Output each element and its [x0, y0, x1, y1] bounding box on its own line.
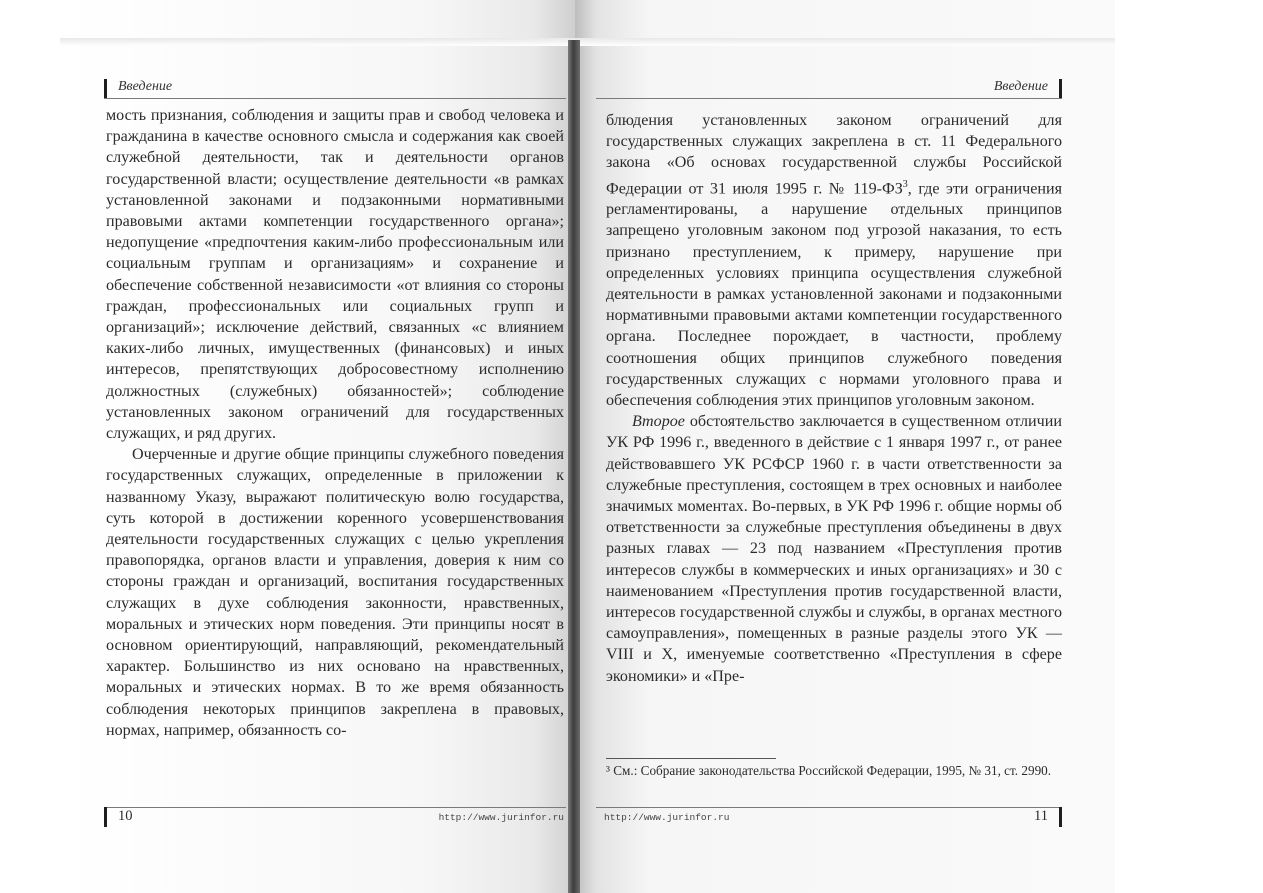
right-footer	[596, 807, 1062, 827]
right-page-number: 11	[1034, 808, 1048, 824]
right-paragraph-1	[606, 110, 1062, 411]
right-running-header	[596, 79, 1062, 99]
left-page-number: 10	[118, 808, 133, 824]
right-paragraph-1-start: блюдения установленных законом ограничений для государственных служащих закреплена в ст. 11 Федерального закона «Об основах государственной службы Российской Федерации от 31 июля 1995 г. № 119-ФЗ	[606, 112, 1062, 197]
left-body-text	[106, 105, 564, 741]
left-running-header	[104, 79, 566, 99]
right-paragraph-2	[606, 411, 1062, 687]
left-header-title: Введение	[118, 79, 173, 94]
left-footer	[104, 807, 566, 827]
right-paragraph-1-cont: , где эти ограничения регламентированы, а нарушение отдельных принципов запрещено уголовным законом под угрозой наказания, то есть признано преступлением, к примеру, нарушение при определенных условиях принципа осуществления служебной деятельности в рамках установленной законами и подзаконными нормативными правовыми актами компетенции государственного органа. Последнее порождает, в частности, проблему соотношения общих принципов служебного поведения государственных служащих с нормами уголовного права и обеспечения соблюдения этих принципов уголовным законом.	[606, 179, 1062, 409]
right-paragraph-2-lead: Второе	[632, 413, 685, 431]
right-footer-rule	[596, 807, 1062, 808]
right-header-bar	[1059, 79, 1062, 99]
left-header-rule	[104, 98, 566, 99]
right-paragraph-2-rest: обстоятельство заключается в существенном отличии УК РФ 1996 г., введенного в действие с 1 января 1997 г., от ранее действовавшего УК РСФСР 1960 г. в части ответственности за служебные преступления, состоящем в трех основных и наиболее значимых моментах. Во-первых, в УК РФ 1996 г. общие нормы об ответственности за служебные преступления объединены в двух разных главах — 23 под названием «Преступления против интересов службы в коммерческих и иных организациях» и 30 с наименованием «Преступления против государственной власти, интересов государственной службы и службы, в органах местного самоуправления», помещенных в разные разделы этого УК — VIII и X, именуемые соответственно «Преступления в сфере экономики» и «Пре-	[606, 413, 1062, 685]
left-header-bar	[104, 79, 107, 99]
right-body-text	[606, 110, 1062, 687]
right-header-title: Введение	[993, 79, 1048, 94]
page-top-edge	[60, 38, 1115, 46]
left-footer-bar	[104, 807, 107, 827]
right-header-rule	[596, 98, 1062, 99]
book-spine	[568, 40, 580, 893]
left-paragraph-2: Очерченные и другие общие принципы служебного поведения государственных служащих, определенные в приложении к названному Указу, выражают политическую волю государства, суть которой в достижении коренного усовершенствования деятельности государственных служащих с целью укрепления правопорядка, органов власти и управления, доверия к ним со стороны граждан и организаций, воспитания государственных служащих в духе соблюдения законности, нравственных, моральных и этических норм поведения. Эти принципы носят в основном ориентирующий, направляющий, рекомендательный характер. Большинство из них основано на нравственных, моральных и этических нормах. В то же время обязанность соблюдения некоторых принципов закреплена в правовых, нормах, например, обязанность со-	[106, 446, 564, 739]
left-paragraph-1: мость признания, соблюдения и защиты прав и свобод человека и гражданина в качестве основного смысла и содержания как своей служебной деятельности, так и деятельности органов государственной власти; осуществление деятельности «в рамках установленной законами и подзаконными нормативными правовыми актами компетенции государственного органа»; недопущение «предпочтения каким-либо профессиональным или социальным группам и организациям» и сохранение и обеспечение собственной независимости «от влияния со стороны граждан, профессиональных или социальных групп и организаций»; исключение действий, связанных «с влиянием каких-либо личных, имущественных (финансовых) и иных интересов, препятствующих добросовестному исполнению должностных (служебных) обязанностей»; соблюдение установленных законом ограничений для государственных служащих, и ряд других.	[106, 107, 564, 443]
footnote-rule	[606, 758, 776, 759]
right-footer-url: http://www.jurinfor.ru	[604, 812, 730, 823]
left-footer-rule	[104, 807, 566, 808]
footnote-ref: 3	[902, 178, 908, 190]
left-footer-url: http://www.jurinfor.ru	[438, 812, 564, 823]
footnote: ³ См.: Собрание законодательства Российской Федерации, 1995, № 31, ст. 2990.	[606, 763, 1052, 778]
right-footer-bar	[1059, 807, 1062, 827]
